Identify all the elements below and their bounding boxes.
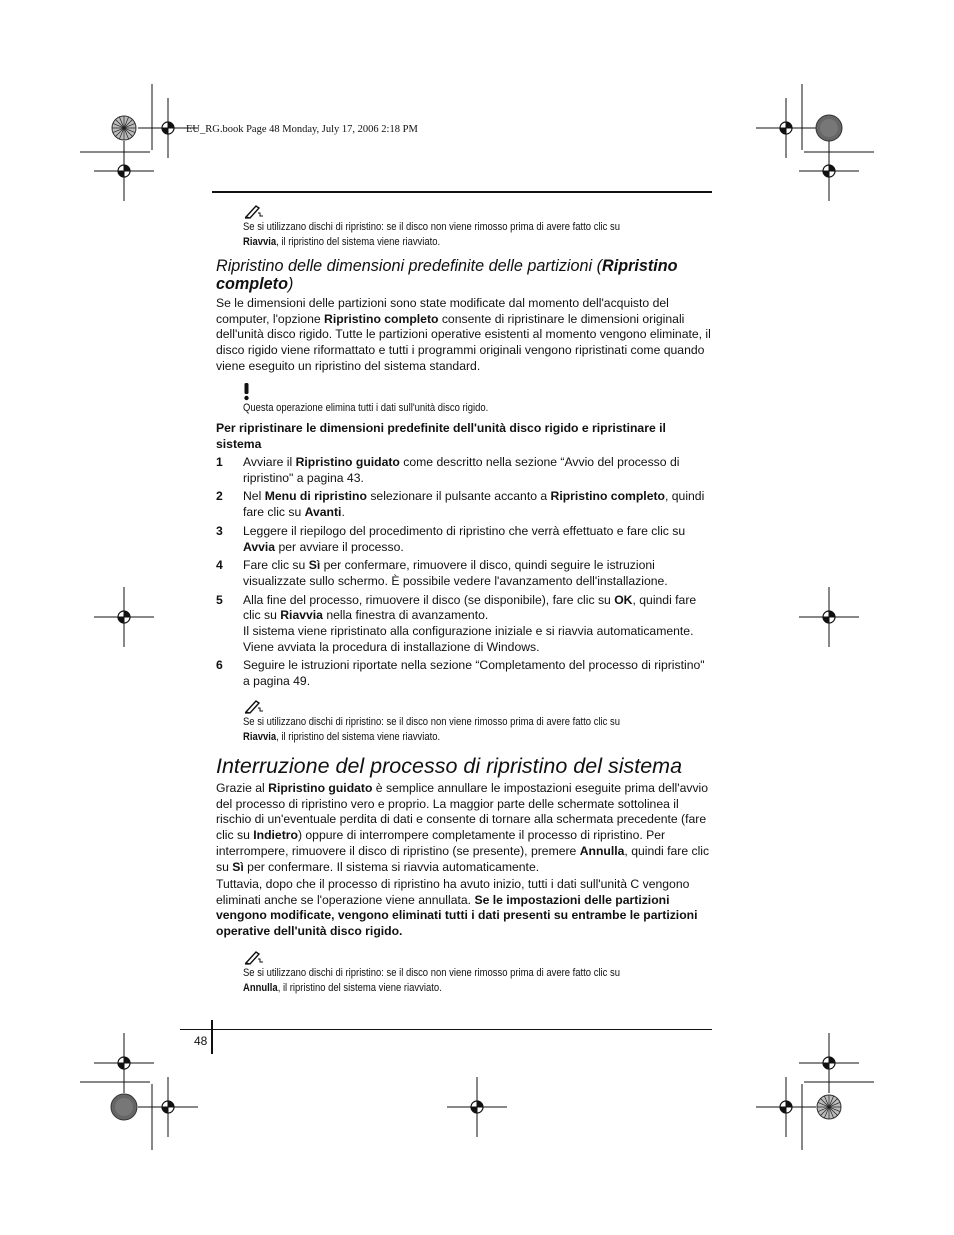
note-2	[243, 697, 713, 745]
note-1-text: Se si utilizzano dischi di ripristino: se il disco non viene rimosso prima di avere fatto clic su Riavvia, il ripristino del sistema viene riavviato.	[243, 221, 620, 248]
note-2-text: Se si utilizzano dischi di ripristino: se il disco non viene rimosso prima di avere fatto clic su Riavvia, il ripristino del sistema viene riavviato.	[243, 716, 620, 743]
step-5: 5 Alla fine del processo, rimuovere il disco (se disponibile), fare clic su OK, quindi fare clic su Riavvia nella finestra di avanzamento. Il sistema viene ripristinato alla configurazione iniziale e si riavvia automaticamente. Viene avviata la procedura di installazione di Windows.	[216, 592, 697, 654]
step-6: 6 Seguire le istruzioni riportate nella sezione “Completamento del processo di ripristino" a pagina 49.	[216, 658, 705, 689]
warning-exclamation-icon	[243, 383, 251, 401]
pen-note-icon	[243, 697, 265, 715]
step-4: 4 Fare clic su Sì per confermare, rimuovere il disco, quindi seguire le istruzioni visualizzate sullo schermo. È possibile vedere l'avanzamento dell'installazione.	[216, 558, 668, 588]
section-2-paragraph-2: Tuttavia, dopo che il processo di ripristino ha avuto inizio, tutti i dati sull'unità C vengono eliminati anche se l'operazione viene annullata. Se le impostazioni delle partizioni vengono modificate, vengono eliminati tutti i dati presenti su entrambe le partizioni operative dell'unità disco rigido.	[216, 877, 698, 939]
section-heading-interrupt: Interruzione del processo di ripristino del sistema	[216, 754, 683, 778]
procedure-steps	[216, 455, 714, 693]
note-3	[243, 948, 713, 996]
page-number: 48	[194, 1034, 208, 1048]
note-3-text: Se si utilizzano dischi di ripristino: se il disco non viene rimosso prima di avere fatto clic su Annulla, il ripristino del sistema viene riavviato.	[243, 967, 620, 994]
step-2: 2 Nel Menu di ripristino selezionare il pulsante accanto a Ripristino completo, quindi fare clic su Avanti.	[216, 489, 705, 520]
pen-note-icon	[243, 202, 265, 220]
step-3: 3 Leggere il riepilogo del procedimento di ripristino che verrà effettuato e fare clic su Avvia per avviare il processo.	[216, 523, 686, 554]
top-rule	[212, 191, 712, 193]
note-1	[243, 202, 713, 250]
section-heading-full-restore: Ripristino delle dimensioni predefinite delle partizioni (Ripristino completo)	[216, 257, 678, 293]
section-2-paragraph-1: Grazie al Ripristino guidato è semplice annullare le impostazioni eseguite prima dell'avvio del processo di ripristino vero e proprio. La maggior parte delle schermate sottolinea il rischio di un'eventuale perdita di dati e consente di tornare alla schermata precedente (fare clic su Indietro) oppure di interrompere completamente il processo di ripristino. Per interrompere, rimuovere il disco di ripristino (se presente), premere Annulla, quindi fare clic su Sì per confermare. Il sistema si riavvia automaticamente.	[216, 781, 710, 874]
step-1: 1 Avviare il Ripristino guidato come descritto nella sezione “Avvio del processo di ripristino" a pagina 43.	[216, 455, 680, 485]
section-1-paragraph: Se le dimensioni delle partizioni sono state modificate dal momento dell'acquisto del computer, l'opzione Ripristino completo consente di ripristinare le dimensioni originali dell'unità disco rigido. Tutte le partizioni operative esistenti al momento vengono eliminate, il disco rigido viene riformattato e tutti i programmi originali vengono ripristinati come quando viene eseguito un ripristino del sistema standard.	[216, 296, 711, 373]
warning-text: Questa operazione elimina tutti i dati sull'unità disco rigido.	[243, 402, 489, 414]
pen-note-icon	[243, 948, 265, 966]
book-header: EU_RG.book Page 48 Monday, July 17, 2006 2:18 PM	[186, 124, 418, 135]
footer-divider	[211, 1020, 213, 1054]
procedure-title: Per ripristinare le dimensioni predefinite dell'unità disco rigido e ripristinare il sistema	[216, 421, 666, 451]
bottom-rule	[180, 1029, 712, 1030]
